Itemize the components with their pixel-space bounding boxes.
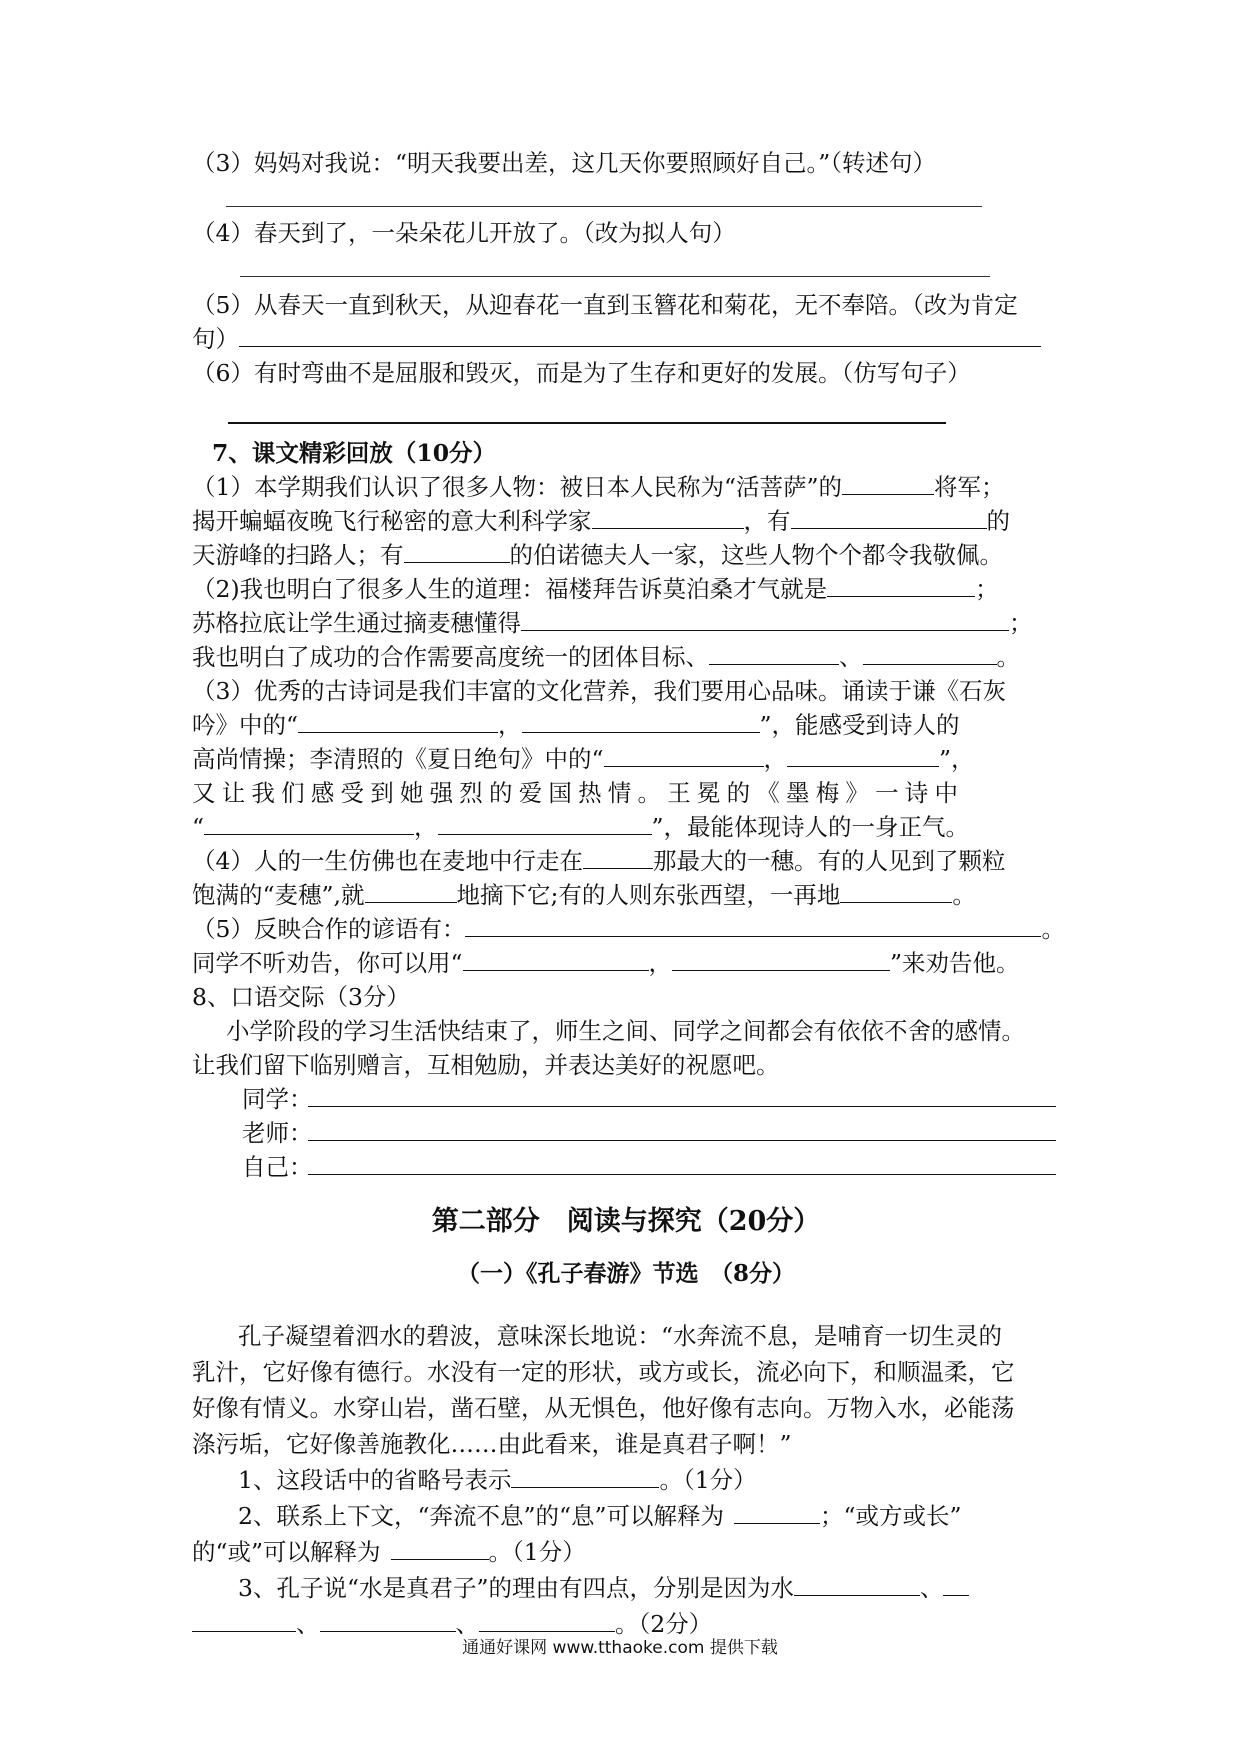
s7-p2f: 、 [839,643,863,671]
q5-answer-blank[interactable] [239,322,1041,347]
s8-line-teacher [192,1116,1060,1150]
s7-p3-line5 [192,810,1060,844]
s7-p2e: 我也明白了成功的合作需要高度统一的团体目标、 [192,643,709,671]
s7-p2-line1 [192,572,1060,606]
read-q1a: 1、这段话中的省略号表示 [238,1466,512,1494]
spacer [192,1292,1060,1318]
blank[interactable] [827,572,975,597]
read-q2-line1 [192,1498,1060,1534]
part2-subtitle: （一）《孔子春游》节选 （8分） [456,1260,795,1287]
s8-label-teacher: 老师： [242,1119,313,1147]
passage-line1: 孔子凝望着泗水的碧波，意味深长地说：“水奔流不息，是哺育一切生灵的 [238,1322,1003,1350]
q4-answer-line [192,250,1060,288]
footer-credit: 通通好课网 www.tthaoke.com 提供下载 [462,1638,778,1658]
blank[interactable] [521,606,1009,631]
s7-p3k: ”，最能体现诗人的一身正气。 [651,813,970,841]
read-q3-line1 [192,1570,1060,1606]
read-q3a: 3、孔子说“水是真君子”的理由有四点，分别是因为水 [238,1574,794,1602]
blank[interactable] [709,640,839,665]
q5-line2 [192,322,1060,356]
s7-p2d: ； [1009,609,1033,637]
q5-line2-text: 句） [192,325,239,353]
s7-p3j: ， [414,813,438,841]
s7-p3-line2 [192,708,1060,742]
blank[interactable] [463,946,649,971]
read-q1b: 。（1分） [659,1466,757,1494]
s7-p3-line3 [192,742,1060,776]
s8-label-classmate: 同学： [242,1085,313,1113]
passage-line2: 乳汁，它好像有德行。水没有一定的形状，或方或长，流必向下，和顺温柔，它 [192,1358,1015,1386]
blank[interactable] [672,946,890,971]
s8-intro-line2: 让我们留下临别赠言，互相勉励，并表达美好的祝愿吧。 [192,1051,780,1079]
q6-text: （6）有时弯曲不是屈服和毁灭，而是为了生存和更好的发展。（仿写句子） [192,359,971,387]
s7-p1-line2 [192,504,1060,538]
s7-p1-line1 [192,470,1060,504]
s7-title: 7、课文精彩回放（10分） [212,439,497,467]
s7-p3c: ， [498,711,522,739]
s7-p2-line2 [192,606,1060,640]
read-q2a: 2、联系上下文，“奔流不息”的“息”可以解释为 [238,1502,725,1530]
s7-p3g: ”， [939,745,975,773]
blank[interactable] [298,708,498,733]
q3-answer-line [192,180,1060,216]
s7-p1b: 将军； [933,473,1005,501]
s7-p4d: 地摘下它;有的人则东张西望，一再地 [456,881,841,909]
s7-p5-line2 [192,946,1060,980]
read-q2-line2 [192,1534,1060,1570]
blank[interactable] [522,708,760,733]
part2-title: 第二部分 阅读与探究（20分） [431,1206,821,1237]
blank[interactable] [592,504,744,529]
s7-p4-line1 [192,844,1060,878]
s8-title: 8、口语交际（3分） [192,983,410,1011]
passage-line4: 涤污垢，它好像善施教化……由此看来，谁是真君子啊！” [192,1430,792,1458]
blank[interactable] [465,912,1041,937]
s7-p5c: 同学不听劝告，你可以用“ [192,949,463,977]
read-q2d: 。（1分） [488,1538,586,1566]
blank[interactable] [863,640,997,665]
s7-p2c: 苏格拉底让学生通过摘麦穗懂得 [192,609,521,637]
s7-p3e: 高尚情操；李清照的《夏日绝句》中的“ [192,745,604,773]
s7-p5d: ， [648,949,673,977]
s8-answer-classmate[interactable] [308,1082,1056,1107]
blank[interactable] [479,1607,615,1632]
blank[interactable] [511,1463,659,1488]
blank[interactable] [320,1607,456,1632]
page-content [192,146,1065,1642]
s7-p5-line1 [192,912,1065,946]
blank[interactable] [583,844,653,869]
s7-p1c: 揭开蝙蝠夜晚飞行秘密的意大利科学家 [192,507,592,535]
blank[interactable] [794,1571,920,1596]
s7-p3d: ”，能感受到诗人的 [759,711,960,739]
s8-intro-line1: 小学阶段的学习生活快结束了，师生之间、同学之间都会有依依不舍的感情。 [226,1017,1025,1045]
s8-answer-self[interactable] [308,1150,1056,1175]
q4-text: （4）春天到了，一朵朵花儿开放了。（改为拟人句） [192,219,736,247]
q5-line1: （5）从春天一直到秋天，从迎春花一直到玉簪花和菊花，无不奉陪。（改为肯定 [192,291,1018,319]
s7-p3i: “ [192,813,205,841]
s7-p3f: ， [763,745,788,773]
answer-dashline [240,262,990,277]
blank[interactable] [404,538,510,563]
blank[interactable] [204,810,414,835]
s7-p1-line3 [192,538,1060,572]
s7-p4b: 那最大的一穗。有的人见到了颗粒 [652,847,1006,875]
q6-answer-line [192,390,1060,430]
s7-p4e: 。 [952,881,976,909]
blank[interactable] [840,878,952,903]
read-q3e: 。（2分） [615,1610,713,1638]
passage-line3: 好像有情义。水穿山岩，凿石壁，从无惧色，他好像有志向。万物入水，必能荡 [192,1394,1015,1422]
blank[interactable] [791,504,987,529]
s8-label-self: 自己： [242,1153,313,1181]
blank[interactable] [787,742,939,767]
s7-p1d: ，有 [743,507,791,535]
s7-p3-line4: 又让我们感受到她强烈的爱国热情。王冕的《墨梅》一诗中 [192,779,965,807]
s7-p1f: 天游峰的扫路人；有 [192,541,404,569]
q3-text: （3）妈妈对我说：“明天我要出差，这几天你要照顾好自己。”（转述句） [192,149,936,177]
s8-answer-teacher[interactable] [308,1116,1056,1141]
s7-p4-line2 [192,878,1060,912]
s7-p1a: （1）本学期我们认识了很多人物：被日本人民称为“活菩萨”的 [192,473,842,501]
answer-dashline [226,192,982,207]
s8-line-classmate [192,1082,1060,1116]
s7-p2b: ； [975,575,999,603]
s7-p2g: 。 [996,643,1020,671]
read-q3b: 、 [919,1574,944,1602]
s7-p5a: （5）反映合作的谚语有： [192,915,466,943]
s7-p5e: ”来劝告他。 [890,949,1020,977]
blank[interactable] [943,1571,969,1596]
s7-p1e: 的 [986,507,1010,535]
s7-p1g: 的伯诺德夫人一家，这些人物个个都令我敬佩。 [509,541,1003,569]
blank[interactable] [365,878,457,903]
s8-line-self [192,1150,1060,1184]
read-q2c: 的“或”可以解释为 [192,1538,381,1566]
answer-rule [228,422,946,424]
s7-p2a: （2)我也明白了很多人生的道理：福楼拜告诉莫泊桑才气就是 [192,575,828,603]
s7-p2-line3 [192,640,1060,674]
blank[interactable] [734,1499,820,1524]
read-q2b: ；“或方或长” [820,1502,962,1530]
read-q3d: 、 [455,1610,479,1638]
s7-p4c: 饱满的“麦穗”,就 [192,881,365,909]
s7-p4a: （4）人的一生仿佛也在麦地中行走在 [192,847,583,875]
blank[interactable] [842,470,934,495]
blank[interactable] [192,1607,296,1632]
s7-p5b: 。 [1041,915,1065,943]
read-q3c: 、 [296,1610,320,1638]
blank[interactable] [391,1535,489,1560]
blank[interactable] [604,742,764,767]
s7-p3b: 吟》中的“ [192,711,299,739]
read-q1 [192,1462,1060,1498]
blank[interactable] [438,810,652,835]
s7-p3-line1: （3）优秀的古诗词是我们丰富的文化营养，我们要用心品味。诵读于谦《石灰 [192,677,1006,705]
